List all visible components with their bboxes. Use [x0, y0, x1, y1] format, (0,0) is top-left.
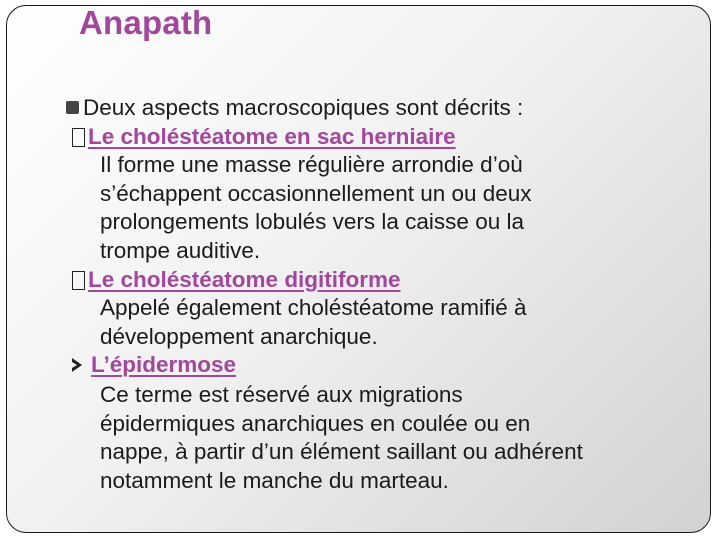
section-heading: Le choléstéatome en sac herniaire — [88, 123, 456, 149]
section-heading: L’épidermose — [91, 352, 237, 378]
slide-body — [78, 94, 678, 495]
section-text-line: développement anarchique. — [100, 323, 378, 349]
section-text-line: s’échappent occasionnellement un ou deux — [100, 180, 532, 206]
section-text-line: nappe, à partir d’un élément saillant ou adhérent — [100, 439, 583, 465]
section-heading-line — [66, 266, 678, 295]
section-text-line: Ce terme est réservé aux migrations — [100, 381, 463, 407]
section-text-line: Appelé également choléstéatome ramifié à — [100, 295, 527, 321]
section-heading-line — [66, 351, 678, 381]
section-text-line: prolongements lobulés vers la caisse ou la — [100, 209, 524, 235]
section-text-line: épidermiques anarchiques en coulée ou en — [100, 410, 531, 436]
square-bullet-icon — [66, 101, 79, 114]
intro-text: Deux aspects macroscopiques sont décrits : — [83, 95, 524, 120]
arrow-bullet-icon — [71, 352, 85, 381]
slide-title: Anapath — [79, 4, 213, 41]
section-heading-line — [66, 123, 678, 152]
missing-glyph-box-icon — [72, 271, 85, 290]
missing-glyph-box-icon — [72, 128, 85, 147]
section-text-line: Il forme une masse régulière arrondie d’où — [100, 152, 523, 178]
intro-line — [66, 94, 678, 123]
section-text-line: trompe auditive. — [100, 237, 261, 263]
section-heading: Le choléstéatome digitiforme — [88, 266, 401, 292]
section-text-line: notamment le manche du marteau. — [100, 467, 449, 493]
